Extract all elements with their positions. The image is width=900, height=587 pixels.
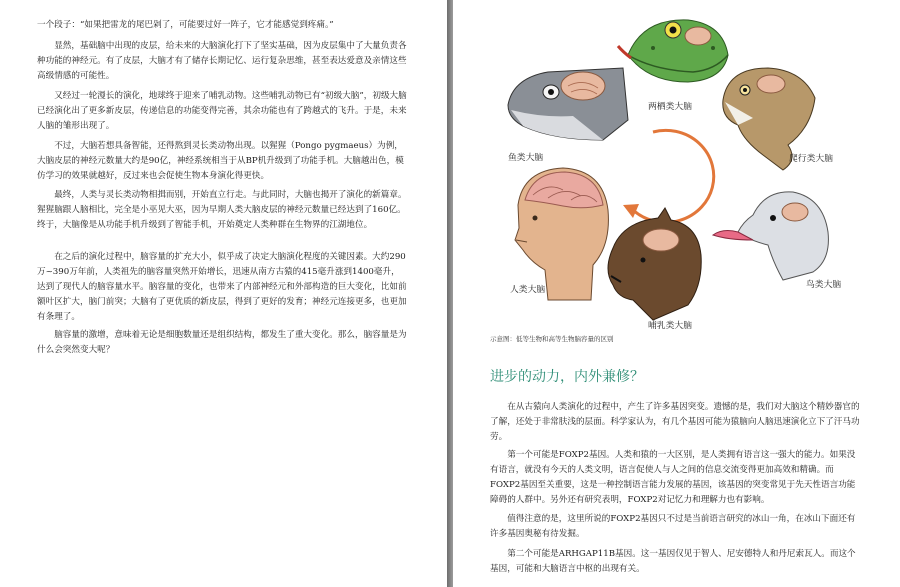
paragraph: 第二个可能是ARHGAP11B基因。这一基因仅见于智人、尼安德特人和丹尼索瓦人。而这个基因，可能和大脑语言中枢的出现有关。 bbox=[490, 549, 856, 574]
paragraph: 在从古猿向人类演化的过程中，产生了许多基因突变。遗憾的是，我们对大脑这个精妙器官的了解，还处于非常肤浅的层面。科学家认为，有几个基因可能为猿脑向人脑迅速演化立下了汗马功劳。 bbox=[490, 402, 860, 442]
figure-caption: 示意图：低等生物和高等生物脑容量的区别 bbox=[490, 335, 614, 343]
section-heading: 进步的动力，内外兼修？ bbox=[490, 369, 644, 385]
amphibian-label: 两栖类大脑 bbox=[648, 102, 692, 112]
paragraph: 显然，基础脑中出现的皮层，给未来的大脑演化打下了坚实基础，因为皮层集中了大量负责各种功能的神经元。有了皮层，大脑才有了储存长期记忆、运行复杂思维，甚至表达爱意及亲情这些高级情感的可能性。 bbox=[37, 41, 407, 81]
mammal-label: 哺乳类大脑 bbox=[648, 321, 692, 331]
fish-label: 鱼类大脑 bbox=[508, 153, 544, 163]
paragraph: 最终，人类与灵长类动物相揖而别，开始直立行走。与此同时，大脑也揭开了演化的新篇章。猩猩脑跟人脑相比，完全是小巫见大巫，因为早期人类大脑皮层的神经元数量已经达到了160亿。终于，大脑像是从功能手机升级到了智能手机，开始奠定人类种群在生物界的江湖地位。 bbox=[37, 190, 407, 230]
paragraph: 一个段子：“如果把雷龙的尾巴剁了，可能要过好一阵子，它才能感觉到疼痛。” bbox=[37, 20, 334, 30]
human-label: 人类大脑 bbox=[510, 285, 546, 295]
cycle-arrow-icon bbox=[623, 130, 714, 222]
paragraph: 脑容量的激增，意味着无论是细胞数量还是组织结构，都发生了重大变化。那么，脑容量是为什么会突然变大呢？ bbox=[37, 330, 407, 355]
fish-head-illustration bbox=[508, 68, 628, 140]
mammal-head-illustration bbox=[608, 208, 701, 320]
paragraph: 不过，大脑若想具备智能，还得熬到灵长类动物出现。以猩猩（Pongo pygmaeus）为例，大脑皮层的神经元数量大约是90亿，神经系统相当于从BP机升级到了功能手机。大脑越出色，模仿学习的效果就越好，反过来也会促使生物本身演化得更快。 bbox=[37, 141, 404, 181]
paragraph: 在之后的演化过程中，脑容量的扩充大小，似乎成了决定大脑演化程度的关键因素。大约290万~390万年前，人类祖先的脑容量突然开始增长，迅速从南方古猿的415毫升涨到1400毫升，达到了现代人的脑容量水平。脑容量的变化，也带来了内部神经元和外部构造的巨大变化，比如前额叶区扩大，脑门前突；大脑有了更优质的新皮层，得到了更好的发育；神经元连接更多，也更加有条理了。 bbox=[37, 252, 407, 322]
human-head-illustration bbox=[515, 168, 608, 300]
bird-head-illustration bbox=[713, 192, 828, 280]
bird-label: 鸟类大脑 bbox=[806, 280, 842, 290]
frog-head-illustration bbox=[618, 20, 728, 82]
paragraph: 又经过一轮漫长的演化，地球终于迎来了哺乳动物。这些哺乳动物已有“初级大脑”，初级大脑已经演化出了更多新皮层，传递信息的功能变得完善，其余功能也有了跨越式的飞升。于是，未来人脑的雏形出现了。 bbox=[37, 91, 407, 131]
paragraph: 第一个可能是FOXP2基因。人类和猿的一大区别，是人类拥有语言这一强大的能力。如果没有语言，就没有今天的人类文明，语言促使人与人之间的信息交流变得更加高效和精确。而FOXP2基因至关重要，这是一种控制语言能力发展的基因，该基因的突变常见于先天性语言功能障碍的人群中。另外还有研究表明，FOXP2对记忆力和理解力也有影响。 bbox=[490, 450, 856, 505]
paragraph: 值得注意的是，这里所说的FOXP2基因只不过是当前语言研究的冰山一角，在冰山下面还有许多基因奥秘有待发掘。 bbox=[490, 514, 856, 539]
reptile-label: 爬行类大脑 bbox=[789, 154, 833, 164]
